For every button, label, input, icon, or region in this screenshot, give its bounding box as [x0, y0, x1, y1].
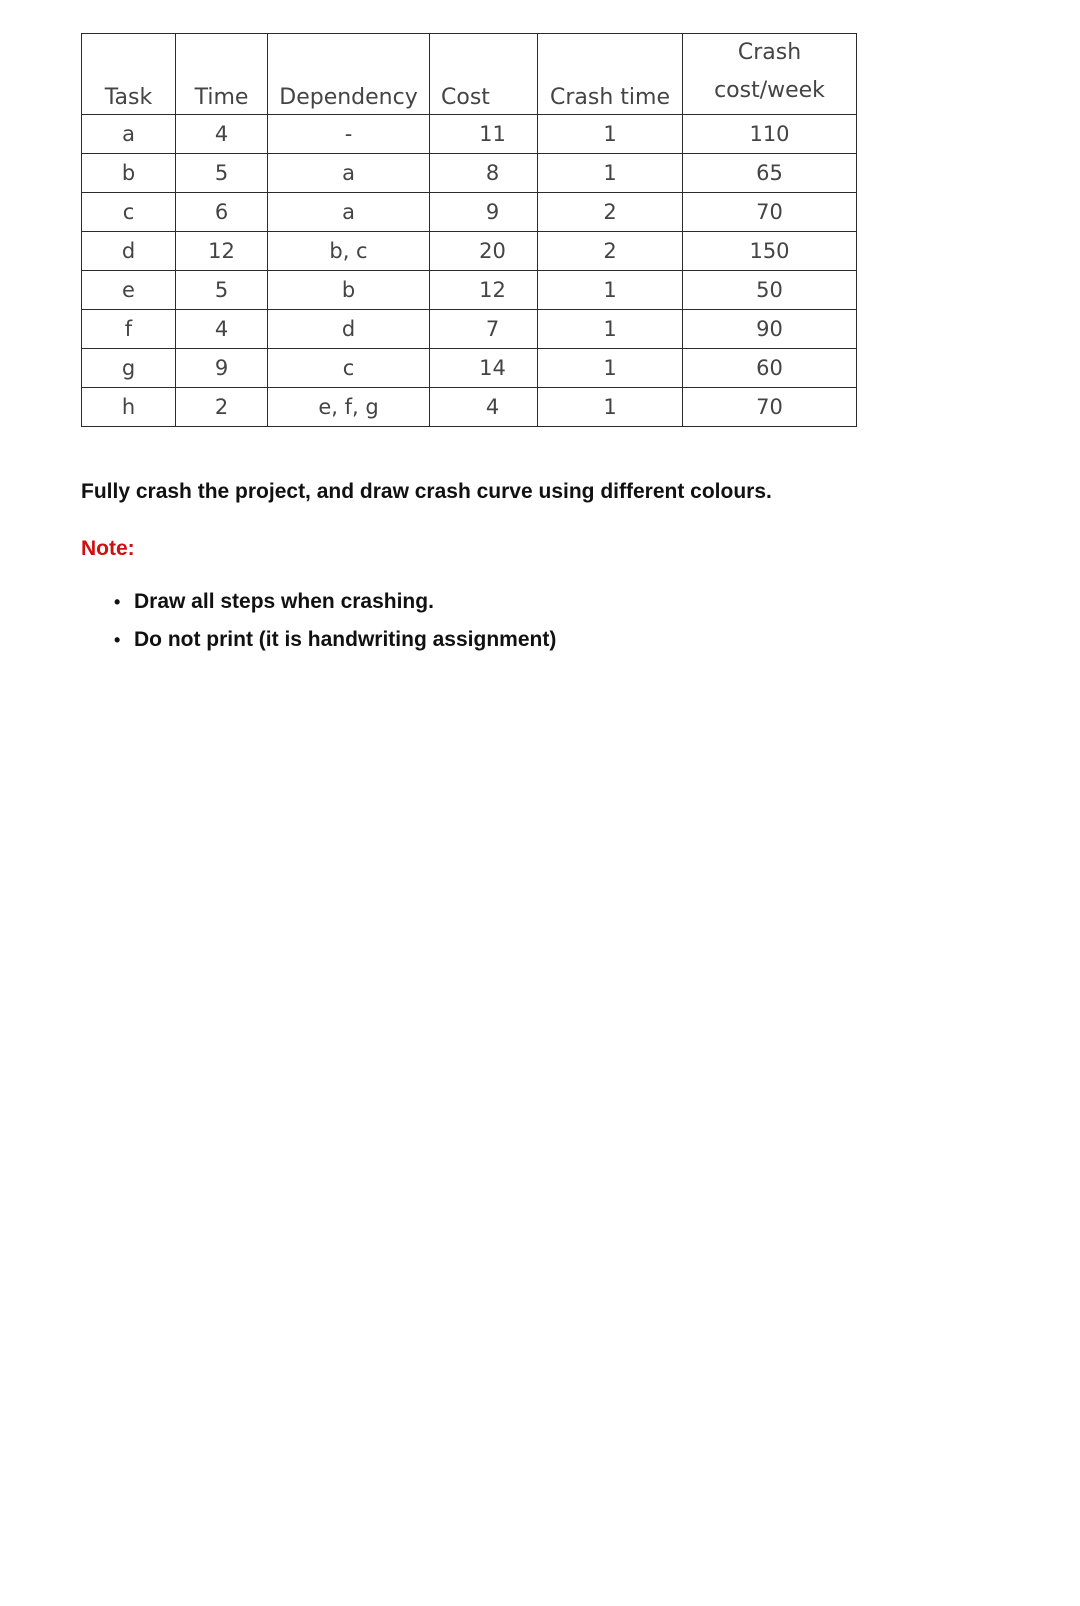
cell-dependency: b	[268, 271, 430, 310]
cell-task: g	[82, 349, 176, 388]
cell-dependency: c	[268, 349, 430, 388]
note-label: Note:	[81, 537, 135, 560]
cell-crash-cost-week: 70	[683, 388, 857, 427]
table-row	[82, 349, 857, 388]
table-row	[82, 310, 857, 349]
cell-crash-cost-week: 110	[683, 115, 857, 154]
table-row	[82, 154, 857, 193]
cell-time: 5	[176, 154, 268, 193]
cell-dependency: d	[268, 310, 430, 349]
cell-crash-cost-week: 90	[683, 310, 857, 349]
bullet-icon: •	[114, 592, 121, 612]
cell-time: 5	[176, 271, 268, 310]
cell-cost: 9	[430, 193, 538, 232]
cell-crash-cost-week: 60	[683, 349, 857, 388]
header-crash-cost-line2: cost/week	[714, 78, 825, 103]
cell-cost: 14	[430, 349, 538, 388]
table-row	[82, 232, 857, 271]
header-crash-cost-week	[683, 34, 857, 115]
cell-cost: 11	[430, 115, 538, 154]
cell-crash-time: 1	[538, 310, 683, 349]
header-crash-cost-line1: Crash	[737, 40, 802, 65]
task-table	[81, 33, 857, 427]
note-item-text: Draw all steps when crashing.	[134, 590, 434, 613]
table-row	[82, 388, 857, 427]
cell-crash-time: 1	[538, 388, 683, 427]
cell-time: 2	[176, 388, 268, 427]
note-list	[114, 590, 556, 666]
cell-task: a	[82, 115, 176, 154]
cell-dependency: a	[268, 193, 430, 232]
cell-crash-cost-week: 150	[683, 232, 857, 271]
cell-time: 9	[176, 349, 268, 388]
cell-crash-time: 1	[538, 115, 683, 154]
cell-task: e	[82, 271, 176, 310]
cell-crash-cost-week: 65	[683, 154, 857, 193]
cell-task: h	[82, 388, 176, 427]
cell-cost: 20	[430, 232, 538, 271]
note-item	[114, 628, 556, 666]
table-row	[82, 115, 857, 154]
cell-crash-time: 2	[538, 232, 683, 271]
bullet-icon: •	[114, 630, 121, 650]
note-item-text: Do not print (it is handwriting assignment)	[134, 628, 557, 651]
instruction-text: Fully crash the project, and draw crash curve using different colours.	[81, 480, 772, 503]
cell-dependency: e, f, g	[268, 388, 430, 427]
cell-cost: 12	[430, 271, 538, 310]
cell-task: f	[82, 310, 176, 349]
header-crash-time: Crash time	[538, 34, 683, 115]
cell-dependency: a	[268, 154, 430, 193]
cell-task: b	[82, 154, 176, 193]
cell-task: c	[82, 193, 176, 232]
cell-dependency: -	[268, 115, 430, 154]
cell-time: 6	[176, 193, 268, 232]
cell-task: d	[82, 232, 176, 271]
table-row	[82, 271, 857, 310]
cell-cost: 4	[430, 388, 538, 427]
cell-crash-time: 1	[538, 349, 683, 388]
cell-time: 4	[176, 115, 268, 154]
cell-crash-time: 2	[538, 193, 683, 232]
table-header-row	[82, 34, 857, 115]
cell-crash-cost-week: 70	[683, 193, 857, 232]
cell-crash-time: 1	[538, 154, 683, 193]
cell-crash-time: 1	[538, 271, 683, 310]
table-row	[82, 193, 857, 232]
header-time: Time	[176, 34, 268, 115]
cell-cost: 7	[430, 310, 538, 349]
cell-time: 4	[176, 310, 268, 349]
cell-cost: 8	[430, 154, 538, 193]
header-cost: Cost	[430, 34, 538, 115]
note-item	[114, 590, 556, 628]
cell-crash-cost-week: 50	[683, 271, 857, 310]
cell-time: 12	[176, 232, 268, 271]
header-task: Task	[82, 34, 176, 115]
cell-dependency: b, c	[268, 232, 430, 271]
header-dependency: Dependency	[268, 34, 430, 115]
